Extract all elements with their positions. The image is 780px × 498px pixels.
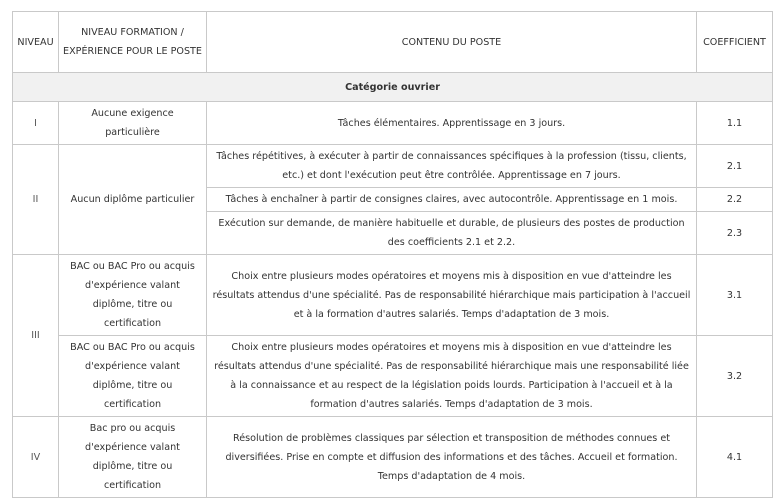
- content-cell: Choix entre plusieurs modes opératoires et moyens mis à disposition en vue d'atteindre les résultats attendus d'une spécialité. Pas de responsabilité hiérarchique mais participation à l'accueil et à la formation d'autres salariés. Temps d'adaptation de 3 mois.: [207, 255, 697, 336]
- header-niveau: NIVEAU: [13, 12, 59, 73]
- content-cell: Tâches répétitives, à exécuter à partir de connaissances spécifiques à la profession (tissu, clients, etc.) et dont l'exécution peut être contrôlée. Apprentissage en 7 jours.: [207, 145, 697, 188]
- header-formation: NIVEAU FORMATION / EXPÉRIENCE POUR LE POSTE: [59, 12, 207, 73]
- coef-cell: 4.1: [697, 417, 773, 498]
- coef-cell: 2.1: [697, 145, 773, 188]
- level-cell: I: [13, 102, 59, 145]
- formation-cell: Bac pro ou acquis d'expérience valant diplôme, titre ou certification: [59, 417, 207, 498]
- coef-cell: 3.1: [697, 255, 773, 336]
- header-row: [13, 12, 773, 73]
- level-cell: III: [13, 255, 59, 417]
- level-cell: II: [13, 145, 59, 255]
- table-row: [13, 102, 773, 145]
- content-cell: Exécution sur demande, de manière habituelle et durable, de plusieurs des postes de production des coefficients 2.1 et 2.2.: [207, 212, 697, 255]
- coef-cell: 3.2: [697, 336, 773, 417]
- coefficient-table: [12, 11, 773, 498]
- formation-cell: Aucune exigence particulière: [59, 102, 207, 145]
- formation-cell: BAC ou BAC Pro ou acquis d'expérience valant diplôme, titre ou certification: [59, 336, 207, 417]
- level-cell: IV: [13, 417, 59, 498]
- table-row: [13, 255, 773, 336]
- coef-cell: 2.3: [697, 212, 773, 255]
- table-row: [13, 336, 773, 417]
- content-cell: Tâches élémentaires. Apprentissage en 3 jours.: [207, 102, 697, 145]
- content-cell: Choix entre plusieurs modes opératoires et moyens mis à disposition en vue d'atteindre les résultats attendus d'une spécialité. Pas de responsabilité hiérarchique mais une responsabilité liée à la connaissance et au respect de la législation poids lourds. Participation à l'accueil et à la formation d'autres salariés. Temps d'adaptation de 3 mois.: [207, 336, 697, 417]
- content-cell: Tâches à enchaîner à partir de consignes claires, avec autocontrôle. Apprentissage en 1 mois.: [207, 188, 697, 212]
- category-label: Catégorie ouvrier: [13, 73, 773, 102]
- header-coefficient: COEFFICIENT: [697, 12, 773, 73]
- formation-cell: Aucun diplôme particulier: [59, 145, 207, 255]
- coef-cell: 2.2: [697, 188, 773, 212]
- header-contenu: CONTENU DU POSTE: [207, 12, 697, 73]
- coef-cell: 1.1: [697, 102, 773, 145]
- category-row: [13, 73, 773, 102]
- table-row: [13, 417, 773, 498]
- content-cell: Résolution de problèmes classiques par sélection et transposition de méthodes connues et diversifiées. Prise en compte et diffusion des informations et des tâches. Accueil et formation. Temps d'adaptation de 4 mois.: [207, 417, 697, 498]
- formation-cell: BAC ou BAC Pro ou acquis d'expérience valant diplôme, titre ou certification: [59, 255, 207, 336]
- table-row: [13, 145, 773, 188]
